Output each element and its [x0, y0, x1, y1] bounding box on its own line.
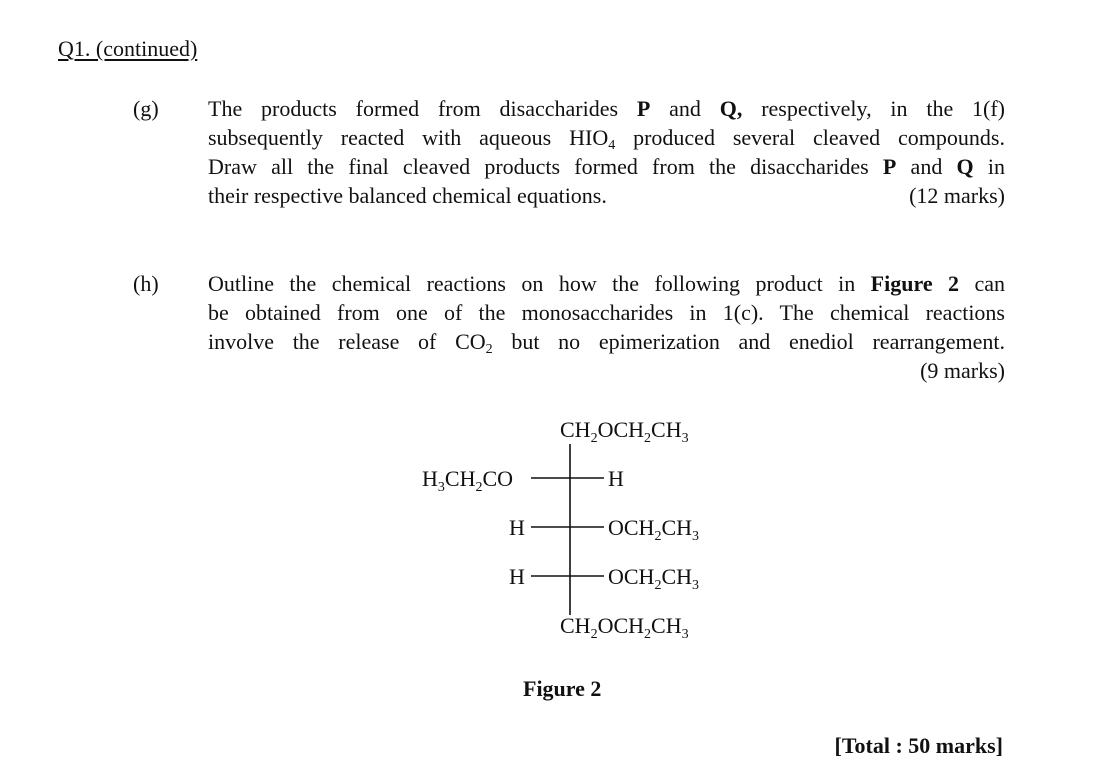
figure-caption: Figure 2 — [523, 676, 602, 701]
part-g-line-1: The products formed from disaccharides P and Q, respectively, in the 1(f) — [208, 96, 1006, 121]
part-g-line-2: subsequently reacted with aqueous $HIO_4$ produced several cleaved compounds. — [208, 125, 1005, 153]
part-g-line-4: their respective balanced chemical equations. (12 marks) — [208, 183, 1005, 208]
c2-left-substituent: $H_3CH_2CO$ — [422, 466, 514, 495]
part-g-line-3: Draw all the final cleaved products formed from the disaccharides P and Q in — [208, 154, 1006, 179]
c4-left-substituent: H — [509, 564, 525, 589]
part-h-line-3: involve the release of $CO_2$ but no epimerization and enediol rearrangement. — [208, 329, 1006, 357]
c4-right-substituent: $OCH_2CH_3$ — [608, 564, 700, 593]
total-marks: [Total : 50 marks] — [834, 733, 1003, 758]
c3-right-substituent: $OCH_2CH_3$ — [608, 515, 700, 544]
part-h-marks: (9 marks) — [920, 358, 1005, 383]
part-h-line-2: be obtained from one of the monosaccharides in 1(c). The chemical reactions — [208, 300, 1005, 325]
part-h-line-1: Outline the chemical reactions on how the following product in Figure 2 can — [208, 271, 1005, 296]
question-header: Q1. (continued) — [58, 36, 198, 61]
part-g-marks: (12 marks) — [909, 183, 1005, 208]
part-h-label: (h) — [133, 271, 159, 296]
bottom-ch2och2ch3-group: $CH_2OCH_2CH_3$ — [560, 613, 689, 642]
part-g-label: (g) — [133, 96, 159, 121]
c3-left-substituent: H — [509, 515, 525, 540]
c2-right-substituent: H — [608, 466, 624, 491]
top-ch2och2ch3-group: $CH_2OCH_2CH_3$ — [560, 417, 689, 446]
